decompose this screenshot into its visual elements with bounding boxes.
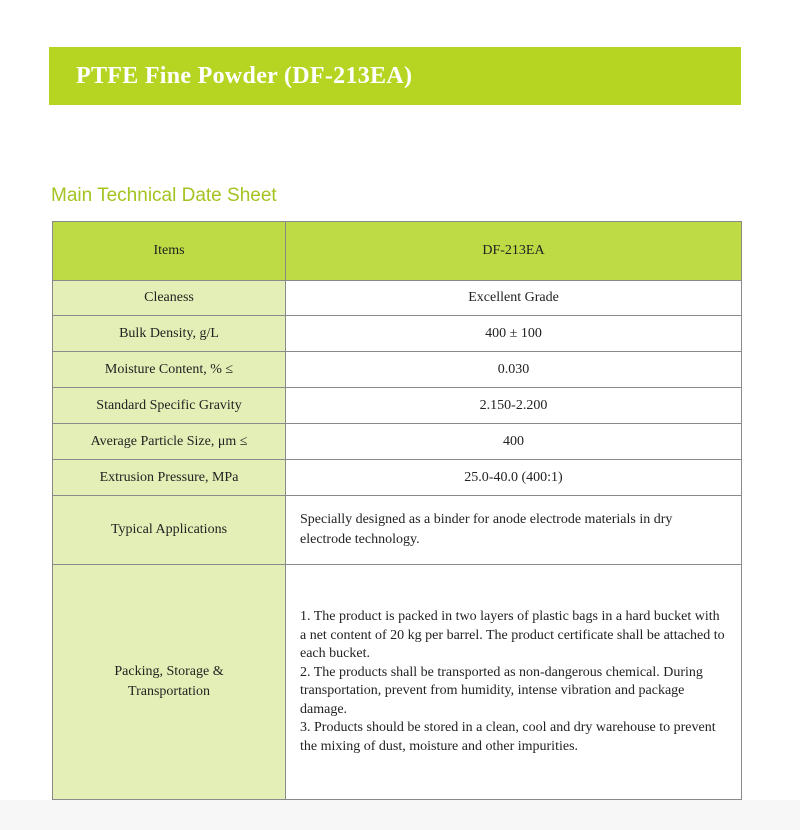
row-value: Excellent Grade bbox=[286, 281, 742, 316]
row-item: Average Particle Size, μm ≤ bbox=[53, 424, 286, 460]
packing-label-text: Packing, Storage & Transportation bbox=[114, 664, 224, 699]
header-grade: DF-213EA bbox=[286, 222, 742, 281]
packing-label bbox=[53, 565, 286, 800]
packing-point: 1. The product is packed in two layers of plastic bags in a hard bucket with a net content of 20 kg per barrel. The product certificate shall be attached to each bucket. bbox=[300, 609, 725, 661]
table-header-row bbox=[53, 222, 742, 281]
table-row bbox=[53, 316, 742, 352]
row-value: 2.150-2.200 bbox=[286, 388, 742, 424]
row-item: Cleaness bbox=[53, 281, 286, 316]
header-items: Items bbox=[53, 222, 286, 281]
table-row bbox=[53, 352, 742, 388]
row-item: Moisture Content, % ≤ bbox=[53, 352, 286, 388]
technical-data-table bbox=[52, 221, 742, 800]
section-title: Main Technical Date Sheet bbox=[51, 185, 277, 206]
applications-row bbox=[53, 496, 742, 565]
footer-strip bbox=[0, 800, 800, 830]
page-title: PTFE Fine Powder (DF-213EA) bbox=[76, 62, 413, 89]
packing-row bbox=[53, 565, 742, 800]
row-item: Extrusion Pressure, MPa bbox=[53, 460, 286, 496]
packing-text bbox=[286, 565, 742, 800]
row-value: 400 bbox=[286, 424, 742, 460]
row-item: Bulk Density, g/L bbox=[53, 316, 286, 352]
table-row bbox=[53, 281, 742, 316]
applications-label: Typical Applications bbox=[53, 496, 286, 565]
packing-point: 3. Products should be stored in a clean, cool and dry warehouse to prevent the mixing of dust, moisture and other impurities. bbox=[300, 720, 716, 754]
table-row bbox=[53, 424, 742, 460]
table-row bbox=[53, 460, 742, 496]
row-item: Standard Specific Gravity bbox=[53, 388, 286, 424]
table-row bbox=[53, 388, 742, 424]
row-value: 25.0-40.0 (400:1) bbox=[286, 460, 742, 496]
applications-text: Specially designed as a binder for anode electrode materials in dry electrode technology. bbox=[286, 496, 742, 565]
row-value: 400 ± 100 bbox=[286, 316, 742, 352]
title-banner bbox=[49, 47, 741, 105]
packing-point: 2. The products shall be transported as non-dangerous chemical. During transportation, prevent from humidity, intense vibration and package damage. bbox=[300, 664, 703, 717]
row-value: 0.030 bbox=[286, 352, 742, 388]
